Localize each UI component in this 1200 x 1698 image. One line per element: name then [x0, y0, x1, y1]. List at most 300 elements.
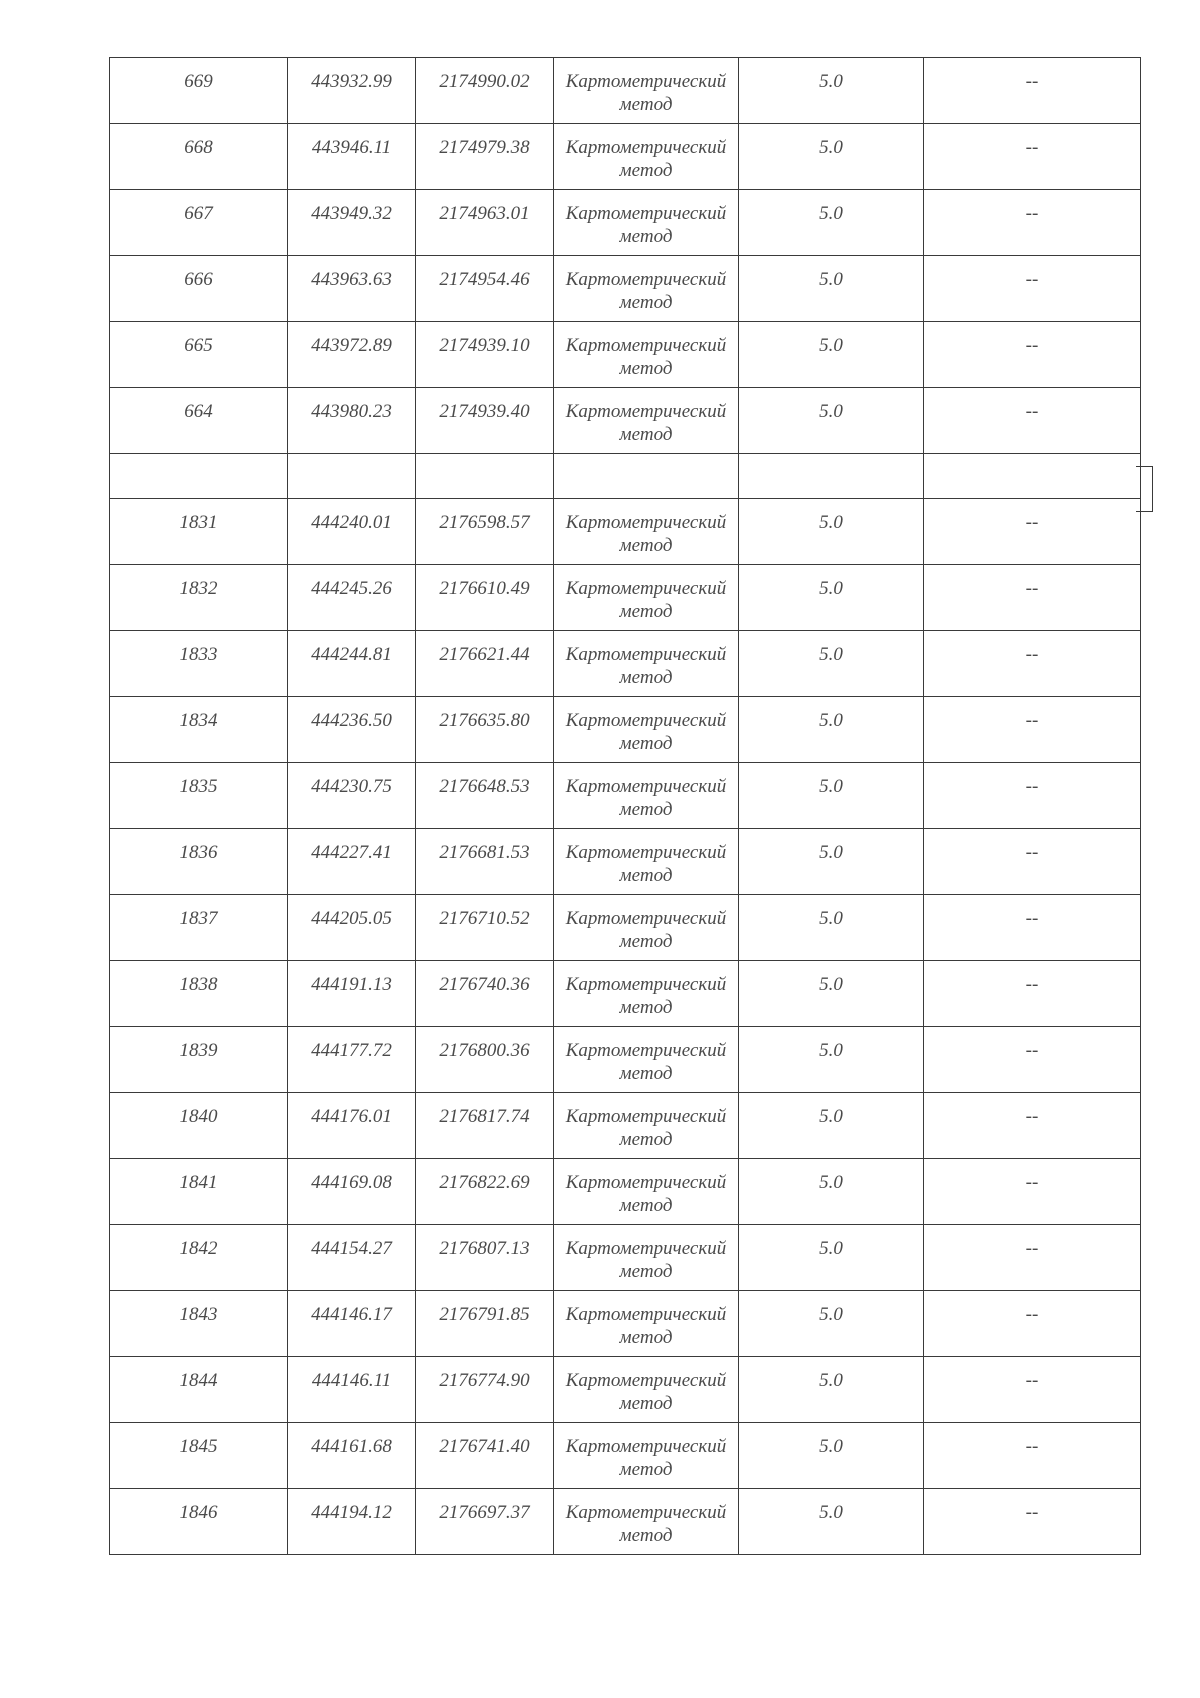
method-line-2: метод — [619, 1261, 673, 1282]
y-coordinate: 2176807.13 — [439, 1238, 530, 1259]
point-number-cell — [110, 1093, 288, 1159]
point-number-cell — [110, 190, 288, 256]
x-coordinate: 444146.11 — [311, 1370, 392, 1391]
x-coordinate: 444244.81 — [311, 644, 392, 665]
accuracy-value: 5.0 — [819, 1370, 843, 1391]
y-coordinate-cell — [416, 829, 554, 895]
note-value: -- — [1025, 1502, 1039, 1523]
table-separator — [110, 454, 1141, 499]
method-cell — [554, 631, 739, 697]
method-line-2: метод — [619, 1459, 673, 1480]
method-line-1: Картометрический — [565, 1172, 727, 1193]
x-coordinate-cell — [288, 565, 416, 631]
point-number-cell — [110, 1225, 288, 1291]
accuracy-cell — [739, 1159, 924, 1225]
accuracy-cell — [739, 829, 924, 895]
x-coordinate-cell — [288, 322, 416, 388]
accuracy-cell — [739, 322, 924, 388]
y-coordinate-cell — [416, 124, 554, 190]
method-line-1: Картометрический — [565, 1040, 727, 1061]
note-cell — [924, 124, 1141, 190]
method-line-1: Картометрический — [565, 1304, 727, 1325]
y-coordinate-cell — [416, 388, 554, 454]
point-number: 1843 — [179, 1304, 218, 1325]
method-cell — [554, 1027, 739, 1093]
x-coordinate-cell — [288, 829, 416, 895]
x-coordinate-cell — [288, 58, 416, 124]
accuracy-value: 5.0 — [819, 203, 843, 224]
accuracy-value: 5.0 — [819, 269, 843, 290]
accuracy-value: 5.0 — [819, 1040, 843, 1061]
x-coordinate-cell — [288, 499, 416, 565]
method-line-2: метод — [619, 292, 673, 313]
method-line-1: Картометрический — [565, 335, 727, 356]
method-line-1: Картометрический — [565, 1502, 727, 1523]
accuracy-cell — [739, 124, 924, 190]
note-cell — [924, 1159, 1141, 1225]
x-coordinate-cell — [288, 190, 416, 256]
x-coordinate: 444227.41 — [311, 842, 392, 863]
accuracy-value: 5.0 — [819, 1172, 843, 1193]
y-coordinate-cell — [416, 631, 554, 697]
y-coordinate: 2174979.38 — [439, 137, 530, 158]
method-line-1: Картометрический — [565, 1238, 727, 1259]
table-row — [110, 1489, 1141, 1555]
x-coordinate: 444146.17 — [311, 1304, 392, 1325]
method-cell — [554, 961, 739, 1027]
note-cell — [924, 895, 1141, 961]
point-number: 667 — [184, 203, 213, 224]
point-number: 1842 — [179, 1238, 218, 1259]
method-line-2: метод — [619, 799, 673, 820]
note-cell — [924, 1093, 1141, 1159]
accuracy-cell — [739, 565, 924, 631]
y-coordinate-cell — [416, 763, 554, 829]
y-coordinate-cell — [416, 697, 554, 763]
accuracy-value: 5.0 — [819, 1238, 843, 1259]
y-coordinate: 2174963.01 — [439, 203, 530, 224]
accuracy-value: 5.0 — [819, 401, 843, 422]
point-number-cell — [110, 1423, 288, 1489]
point-number: 665 — [184, 335, 213, 356]
point-number-cell — [110, 322, 288, 388]
x-coordinate-cell — [288, 895, 416, 961]
point-number-cell — [110, 565, 288, 631]
x-coordinate-cell — [288, 1159, 416, 1225]
y-coordinate-cell — [416, 1291, 554, 1357]
method-cell — [554, 499, 739, 565]
accuracy-value: 5.0 — [819, 908, 843, 929]
accuracy-value: 5.0 — [819, 578, 843, 599]
y-coordinate-cell — [416, 1225, 554, 1291]
y-coordinate: 2176774.90 — [439, 1370, 530, 1391]
note-value: -- — [1025, 335, 1039, 356]
y-coordinate-cell — [416, 1159, 554, 1225]
y-coordinate: 2176791.85 — [439, 1304, 530, 1325]
note-cell — [924, 499, 1141, 565]
x-coordinate: 443946.11 — [311, 137, 392, 158]
table-row — [110, 322, 1141, 388]
y-coordinate-cell — [416, 256, 554, 322]
method-cell — [554, 565, 739, 631]
method-line-2: метод — [619, 1063, 673, 1084]
table-row — [110, 631, 1141, 697]
method-cell — [554, 697, 739, 763]
x-coordinate: 444154.27 — [311, 1238, 392, 1259]
accuracy-cell — [739, 1093, 924, 1159]
accuracy-cell — [739, 1357, 924, 1423]
method-line-1: Картометрический — [565, 1106, 727, 1127]
method-cell — [554, 322, 739, 388]
accuracy-cell — [739, 499, 924, 565]
accuracy-cell — [739, 1027, 924, 1093]
accuracy-cell — [739, 58, 924, 124]
method-cell — [554, 829, 739, 895]
table-row — [110, 1093, 1141, 1159]
point-number-cell — [110, 1159, 288, 1225]
method-line-2: метод — [619, 1393, 673, 1414]
accuracy-cell — [739, 388, 924, 454]
y-coordinate: 2174990.02 — [439, 71, 530, 92]
table-row — [110, 190, 1141, 256]
table-body-top — [110, 58, 1141, 454]
y-coordinate-cell — [416, 190, 554, 256]
method-line-1: Картометрический — [565, 974, 727, 995]
method-line-2: метод — [619, 1129, 673, 1150]
accuracy-value: 5.0 — [819, 512, 843, 533]
accuracy-cell — [739, 1423, 924, 1489]
method-cell — [554, 58, 739, 124]
method-line-1: Картометрический — [565, 776, 727, 797]
point-number-cell — [110, 961, 288, 1027]
note-value: -- — [1025, 269, 1039, 290]
empty-cell — [110, 454, 288, 499]
x-coordinate: 444169.08 — [311, 1172, 392, 1193]
point-number-cell — [110, 256, 288, 322]
point-number-cell — [110, 895, 288, 961]
method-cell — [554, 388, 739, 454]
x-coordinate-cell — [288, 631, 416, 697]
overflow-box — [1136, 466, 1153, 512]
note-value: -- — [1025, 974, 1039, 995]
method-line-1: Картометрический — [565, 137, 727, 158]
empty-cell — [554, 454, 739, 499]
method-line-2: метод — [619, 226, 673, 247]
y-coordinate-cell — [416, 1489, 554, 1555]
y-coordinate: 2176648.53 — [439, 776, 530, 797]
method-line-2: метод — [619, 667, 673, 688]
x-coordinate-cell — [288, 388, 416, 454]
point-number: 1844 — [179, 1370, 218, 1391]
point-number-cell — [110, 388, 288, 454]
y-coordinate-cell — [416, 1357, 554, 1423]
method-line-2: метод — [619, 601, 673, 622]
accuracy-cell — [739, 961, 924, 1027]
method-cell — [554, 1159, 739, 1225]
x-coordinate: 444176.01 — [311, 1106, 392, 1127]
x-coordinate: 444177.72 — [311, 1040, 392, 1061]
y-coordinate: 2174954.46 — [439, 269, 530, 290]
x-coordinate-cell — [288, 763, 416, 829]
note-cell — [924, 322, 1141, 388]
point-number-cell — [110, 1357, 288, 1423]
accuracy-value: 5.0 — [819, 335, 843, 356]
accuracy-value: 5.0 — [819, 1502, 843, 1523]
method-cell — [554, 256, 739, 322]
note-value: -- — [1025, 1106, 1039, 1127]
y-coordinate: 2176710.52 — [439, 908, 530, 929]
y-coordinate: 2176681.53 — [439, 842, 530, 863]
note-value: -- — [1025, 137, 1039, 158]
x-coordinate-cell — [288, 1357, 416, 1423]
note-cell — [924, 829, 1141, 895]
accuracy-value: 5.0 — [819, 1106, 843, 1127]
note-cell — [924, 190, 1141, 256]
point-number: 1846 — [179, 1502, 218, 1523]
note-value: -- — [1025, 578, 1039, 599]
x-coordinate: 443980.23 — [311, 401, 392, 422]
accuracy-value: 5.0 — [819, 974, 843, 995]
table-row — [110, 1027, 1141, 1093]
method-line-2: метод — [619, 160, 673, 181]
accuracy-value: 5.0 — [819, 710, 843, 731]
accuracy-value: 5.0 — [819, 137, 843, 158]
method-line-1: Картометрический — [565, 644, 727, 665]
table-row — [110, 565, 1141, 631]
point-number: 1841 — [179, 1172, 218, 1193]
point-number: 1835 — [179, 776, 218, 797]
table-row — [110, 895, 1141, 961]
y-coordinate: 2176697.37 — [439, 1502, 530, 1523]
point-number-cell — [110, 1291, 288, 1357]
point-number-cell — [110, 499, 288, 565]
note-cell — [924, 1489, 1141, 1555]
table-row — [110, 961, 1141, 1027]
note-value: -- — [1025, 1304, 1039, 1325]
x-coordinate: 443963.63 — [311, 269, 392, 290]
table-row — [110, 829, 1141, 895]
x-coordinate-cell — [288, 1093, 416, 1159]
note-value: -- — [1025, 644, 1039, 665]
point-number: 664 — [184, 401, 213, 422]
method-line-1: Картометрический — [565, 401, 727, 422]
method-cell — [554, 190, 739, 256]
method-cell — [554, 895, 739, 961]
note-cell — [924, 565, 1141, 631]
y-coordinate-cell — [416, 961, 554, 1027]
point-number-cell — [110, 763, 288, 829]
note-cell — [924, 961, 1141, 1027]
table-row — [110, 58, 1141, 124]
y-coordinate: 2176610.49 — [439, 578, 530, 599]
accuracy-cell — [739, 1489, 924, 1555]
x-coordinate: 444161.68 — [311, 1436, 392, 1457]
note-cell — [924, 763, 1141, 829]
x-coordinate-cell — [288, 961, 416, 1027]
y-coordinate: 2176598.57 — [439, 512, 530, 533]
x-coordinate: 443972.89 — [311, 335, 392, 356]
note-cell — [924, 1291, 1141, 1357]
note-cell — [924, 388, 1141, 454]
note-value: -- — [1025, 1370, 1039, 1391]
x-coordinate: 444191.13 — [311, 974, 392, 995]
note-value: -- — [1025, 710, 1039, 731]
method-line-2: метод — [619, 94, 673, 115]
method-line-1: Картометрический — [565, 908, 727, 929]
x-coordinate-cell — [288, 124, 416, 190]
x-coordinate-cell — [288, 1291, 416, 1357]
empty-cell — [416, 454, 554, 499]
point-number: 669 — [184, 71, 213, 92]
point-number-cell — [110, 829, 288, 895]
note-value: -- — [1025, 1040, 1039, 1061]
x-coordinate: 443932.99 — [311, 71, 392, 92]
accuracy-value: 5.0 — [819, 1304, 843, 1325]
note-cell — [924, 1423, 1141, 1489]
x-coordinate: 444240.01 — [311, 512, 392, 533]
empty-row — [110, 454, 1141, 499]
empty-cell — [739, 454, 924, 499]
point-number: 1845 — [179, 1436, 218, 1457]
table-row — [110, 124, 1141, 190]
method-cell — [554, 1225, 739, 1291]
note-cell — [924, 631, 1141, 697]
table-body-bottom — [110, 499, 1141, 1555]
y-coordinate: 2176621.44 — [439, 644, 530, 665]
point-number: 1837 — [179, 908, 218, 929]
note-cell — [924, 256, 1141, 322]
note-value: -- — [1025, 1436, 1039, 1457]
table-row — [110, 1225, 1141, 1291]
method-line-1: Картометрический — [565, 578, 727, 599]
accuracy-value: 5.0 — [819, 644, 843, 665]
y-coordinate-cell — [416, 895, 554, 961]
method-line-2: метод — [619, 358, 673, 379]
y-coordinate: 2176635.80 — [439, 710, 530, 731]
point-number: 668 — [184, 137, 213, 158]
y-coordinate-cell — [416, 322, 554, 388]
method-line-2: метод — [619, 931, 673, 952]
x-coordinate: 443949.32 — [311, 203, 392, 224]
method-line-1: Картометрический — [565, 1436, 727, 1457]
accuracy-cell — [739, 895, 924, 961]
method-cell — [554, 1489, 739, 1555]
x-coordinate-cell — [288, 256, 416, 322]
accuracy-cell — [739, 1225, 924, 1291]
point-number: 1833 — [179, 644, 218, 665]
method-cell — [554, 763, 739, 829]
table-row — [110, 1357, 1141, 1423]
y-coordinate-cell — [416, 1093, 554, 1159]
point-number-cell — [110, 1489, 288, 1555]
method-cell — [554, 1291, 739, 1357]
method-line-1: Картометрический — [565, 710, 727, 731]
note-cell — [924, 58, 1141, 124]
y-coordinate: 2174939.40 — [439, 401, 530, 422]
method-line-2: метод — [619, 535, 673, 556]
y-coordinate: 2176741.40 — [439, 1436, 530, 1457]
table-row — [110, 1159, 1141, 1225]
x-coordinate-cell — [288, 1027, 416, 1093]
y-coordinate-cell — [416, 1027, 554, 1093]
accuracy-value: 5.0 — [819, 1436, 843, 1457]
table-row — [110, 763, 1141, 829]
x-coordinate-cell — [288, 1225, 416, 1291]
table-row — [110, 388, 1141, 454]
y-coordinate-cell — [416, 1423, 554, 1489]
point-number: 1832 — [179, 578, 218, 599]
x-coordinate: 444236.50 — [311, 710, 392, 731]
method-line-1: Картометрический — [565, 269, 727, 290]
coordinates-table — [109, 57, 1141, 1555]
note-value: -- — [1025, 1238, 1039, 1259]
accuracy-cell — [739, 1291, 924, 1357]
accuracy-value: 5.0 — [819, 776, 843, 797]
table-row — [110, 697, 1141, 763]
note-cell — [924, 1027, 1141, 1093]
table-row — [110, 1423, 1141, 1489]
method-cell — [554, 1093, 739, 1159]
x-coordinate: 444194.12 — [311, 1502, 392, 1523]
method-line-2: метод — [619, 997, 673, 1018]
note-value: -- — [1025, 908, 1039, 929]
point-number: 1834 — [179, 710, 218, 731]
note-value: -- — [1025, 401, 1039, 422]
y-coordinate: 2176822.69 — [439, 1172, 530, 1193]
method-line-2: метод — [619, 1195, 673, 1216]
method-line-2: метод — [619, 424, 673, 445]
table-row — [110, 1291, 1141, 1357]
method-line-1: Картометрический — [565, 71, 727, 92]
accuracy-cell — [739, 190, 924, 256]
note-value: -- — [1025, 776, 1039, 797]
accuracy-cell — [739, 256, 924, 322]
x-coordinate-cell — [288, 1489, 416, 1555]
note-cell — [924, 1357, 1141, 1423]
x-coordinate: 444245.26 — [311, 578, 392, 599]
note-value: -- — [1025, 1172, 1039, 1193]
y-coordinate-cell — [416, 58, 554, 124]
y-coordinate-cell — [416, 565, 554, 631]
method-line-1: Картометрический — [565, 203, 727, 224]
method-line-1: Картометрический — [565, 512, 727, 533]
point-number: 666 — [184, 269, 213, 290]
point-number: 1836 — [179, 842, 218, 863]
point-number-cell — [110, 697, 288, 763]
y-coordinate: 2176740.36 — [439, 974, 530, 995]
method-cell — [554, 1357, 739, 1423]
method-line-2: метод — [619, 733, 673, 754]
note-value: -- — [1025, 512, 1039, 533]
method-line-2: метод — [619, 1327, 673, 1348]
point-number-cell — [110, 1027, 288, 1093]
note-value: -- — [1025, 203, 1039, 224]
note-cell — [924, 697, 1141, 763]
point-number-cell — [110, 124, 288, 190]
empty-cell — [288, 454, 416, 499]
accuracy-cell — [739, 697, 924, 763]
point-number-cell — [110, 58, 288, 124]
method-line-2: метод — [619, 865, 673, 886]
method-line-2: метод — [619, 1525, 673, 1546]
table-row — [110, 256, 1141, 322]
accuracy-value: 5.0 — [819, 842, 843, 863]
note-cell — [924, 1225, 1141, 1291]
method-line-1: Картометрический — [565, 1370, 727, 1391]
method-line-1: Картометрический — [565, 842, 727, 863]
note-value: -- — [1025, 842, 1039, 863]
x-coordinate: 444205.05 — [311, 908, 392, 929]
